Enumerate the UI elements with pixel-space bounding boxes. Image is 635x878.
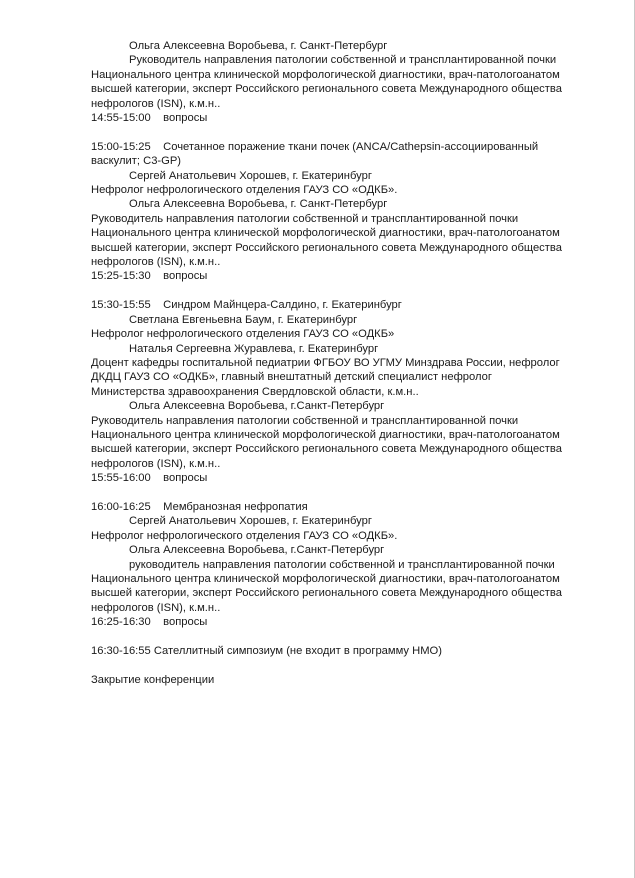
speaker-position: Нефролог нефрологического отделения ГАУЗ СО «ОДКБ» <box>91 328 395 341</box>
speaker-position: Национального центра клинической морфологической диагностики, врач-патологоанатом <box>91 68 560 81</box>
session-title: 16:00-16:25 Мембранозная нефропатия <box>91 500 308 513</box>
speaker-position: высшей категории, эксперт Российского регионального совета Международного общества <box>91 443 562 456</box>
speaker-position: Национального центра клинической морфологической диагностики, врач-патологоанатом <box>91 227 560 240</box>
speaker-position: Национального центра клинической морфологической диагностики, врач-патологоанатом <box>91 428 560 441</box>
speaker-position: Национального центра клинической морфологической диагностики, врач-патологоанатом <box>91 572 560 585</box>
speaker-position: нефрологов (ISN), к.м.н.. <box>91 97 221 110</box>
questions-slot: 16:25-16:30 вопросы <box>91 616 208 629</box>
speaker-position: Руководитель направления патологии собственной и трансплантированной почки <box>91 212 519 225</box>
speaker-position: нефрологов (ISN), к.м.н.. <box>91 256 221 269</box>
speaker-position: нефрологов (ISN), к.м.н.. <box>91 457 221 470</box>
speaker-position: Нефролог нефрологического отделения ГАУЗ СО «ОДКБ». <box>91 184 398 197</box>
speaker-position: высшей категории, эксперт Российского регионального совета Международного общества <box>91 587 562 600</box>
questions-slot: 15:55-16:00 вопросы <box>91 472 208 485</box>
speaker-position: Руководитель направления патологии собственной и трансплантированной почки <box>91 414 519 427</box>
session-title: 15:30-15:55 Синдром Майнцера-Салдино, г. Екатеринбург <box>91 299 402 312</box>
speaker-position: Доцент кафедры госпитальной педиатрии ФГБОУ ВО УГМУ Минздрава России, нефролог <box>91 356 560 369</box>
speaker-position: Министерства здравоохранения Свердловской области, к.м.н.. <box>91 385 419 398</box>
speaker-name: Светлана Евгеньевна Баум, г. Екатеринбург <box>129 313 358 326</box>
speaker-position: Руководитель направления патологии собственной и трансплантированной почки <box>129 54 557 67</box>
speaker-position: высшей категории, эксперт Российского регионального совета Международного общества <box>91 83 562 96</box>
conference-closing: Закрытие конференции <box>91 673 215 686</box>
speaker-name: Ольга Алексеевна Воробьева, г.Санкт-Петербург <box>129 544 385 557</box>
speaker-name: Ольга Алексеевна Воробьева, г.Санкт-Петербург <box>129 400 385 413</box>
program-text <box>91 39 611 687</box>
speaker-position: нефрологов (ISN), к.м.н.. <box>91 601 221 614</box>
questions-slot: 14:55-15:00 вопросы <box>91 112 208 125</box>
session-title: васкулит; C3-GP) <box>91 155 182 168</box>
speaker-position: ДКДЦ ГАУЗ СО «ОДКБ», главный внештатный детский специалист нефролог <box>91 371 492 384</box>
speaker-name: Сергей Анатольевич Хорошев, г. Екатеринбург <box>129 515 372 528</box>
speaker-name: Сергей Анатольевич Хорошев, г. Екатеринбург <box>129 169 372 182</box>
speaker-name: Ольга Алексеевна Воробьева, г. Санкт-Петербург <box>129 40 388 52</box>
speaker-name: Наталья Сергеевна Журавлева, г. Екатеринбург <box>129 342 379 355</box>
speaker-name: Ольга Алексеевна Воробьева, г. Санкт-Петербург <box>129 198 388 211</box>
questions-slot: 15:25-15:30 вопросы <box>91 270 208 283</box>
speaker-position: руководитель направления патологии собственной и трансплантированной почки <box>129 558 555 571</box>
session-title: 15:00-15:25 Сочетанное поражение ткани почек (ANCA/Cathepsin-ассоциированный <box>91 140 539 153</box>
speaker-position: высшей категории, эксперт Российского регионального совета Международного общества <box>91 241 562 254</box>
satellite-symposium: 16:30-16:55 Сателлитный симпозиум (не входит в программу НМО) <box>91 645 442 657</box>
speaker-position: Нефролог нефрологического отделения ГАУЗ СО «ОДКБ». <box>91 529 398 542</box>
